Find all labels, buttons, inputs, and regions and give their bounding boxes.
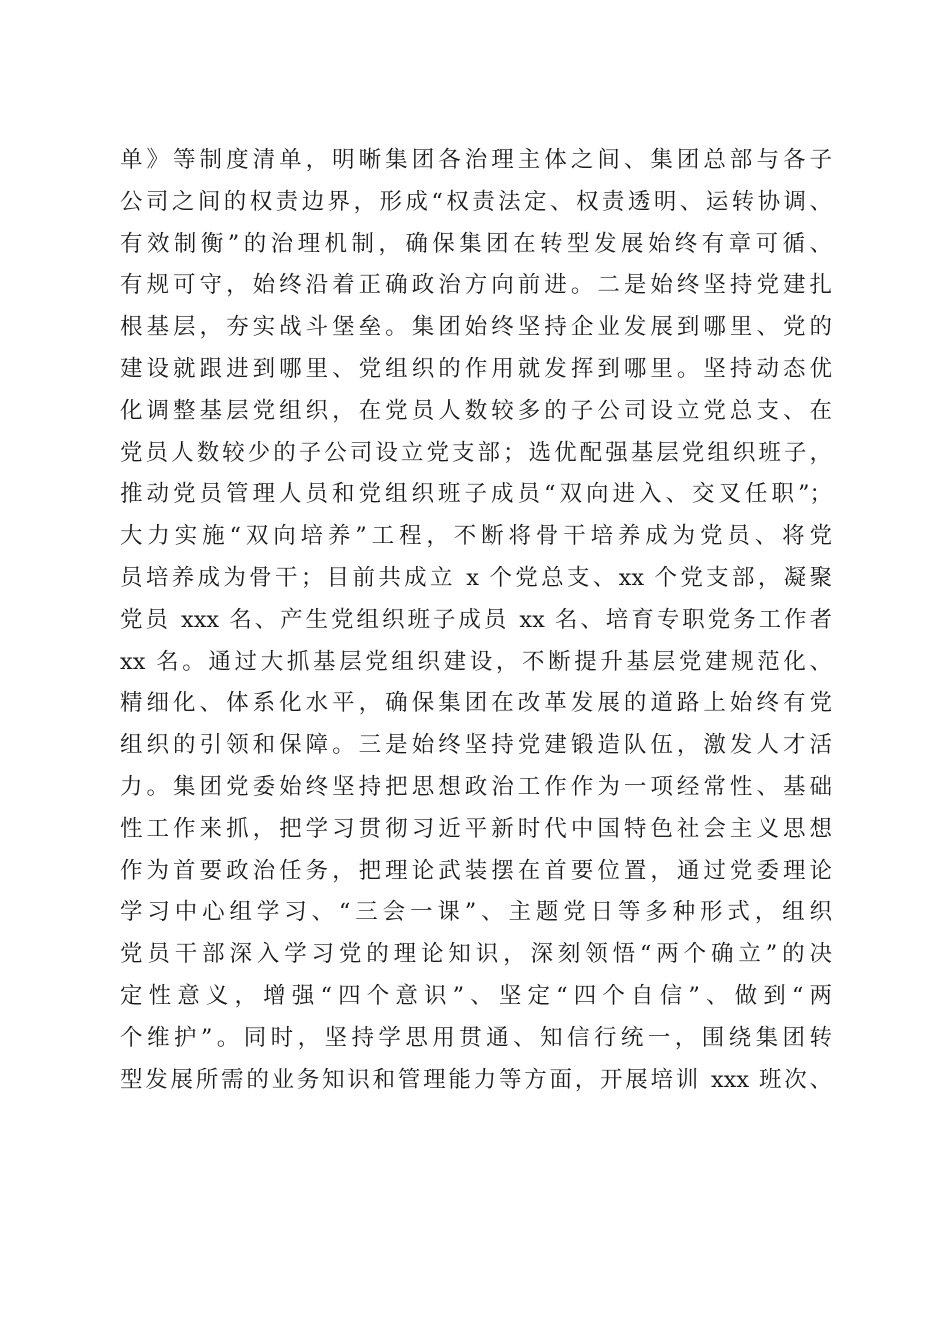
text-line: 力。集团党委始终坚持把思想政治工作作为一项经常性、基础 — [120, 773, 832, 800]
text-line: 党员 xxx 名、产生党组织班子成员 xx 名、培育专职党务工作者 — [120, 606, 832, 633]
text-line: 作为首要政治任务，把理论武装摆在首要位置，通过党委理论 — [120, 857, 832, 884]
text-line: 大力实施“双向培养”工程，不断将骨干培养成为党员、将党 — [120, 523, 832, 550]
text-line: 性工作来抓，把学习贯彻习近平新时代中国特色社会主义思想 — [120, 815, 832, 842]
text-line: 化调整基层党组织，在党员人数较多的子公司设立党总支、在 — [120, 397, 832, 424]
text-line: 组织的引领和保障。三是始终坚持党建锻造队伍，激发人才活 — [120, 732, 832, 759]
text-line: 党员人数较少的子公司设立党支部；选优配强基层党组织班子， — [120, 439, 832, 466]
text-line: 定性意义，增强“四个意识”、坚定“四个自信”、做到“两 — [120, 982, 832, 1009]
text-line: 根基层，夯实战斗堡垒。集团始终坚持企业发展到哪里、党的 — [120, 314, 832, 341]
text-line: 公司之间的权责边界，形成“权责法定、权责透明、运转协调、 — [120, 188, 832, 215]
body-paragraph — [120, 140, 832, 1101]
text-line: xx 名。通过大抓基层党组织建设，不断提升基层党建规范化、 — [120, 648, 832, 675]
text-line: 有规可守，始终沿着正确政治方向前进。二是始终坚持党建扎 — [120, 272, 832, 299]
text-line: 学习中心组学习、“三会一课”、主题党日等多种形式，组织 — [120, 899, 832, 926]
text-line: 单》等制度清单，明晰集团各治理主体之间、集团总部与各子 — [120, 147, 832, 173]
text-line: 有效制衡”的治理机制，确保集团在转型发展始终有章可循、 — [120, 230, 832, 257]
text-line: 型发展所需的业务知识和管理能力等方面，开展培训 xxx 班次、 — [120, 1066, 832, 1093]
text-line: 推动党员管理人员和党组织班子成员“双向进入、交叉任职”； — [120, 481, 832, 508]
text-line: 党员干部深入学习党的理论知识，深刻领悟“两个确立”的决 — [120, 941, 832, 968]
text-line: 员培养成为骨干；目前共成立 x 个党总支、xx 个党支部，凝聚 — [120, 564, 832, 591]
text-line: 建设就跟进到哪里、党组织的作用就发挥到哪里。坚持动态优 — [120, 355, 832, 382]
text-line: 精细化、体系化水平，确保集团在改革发展的道路上始终有党 — [120, 690, 832, 717]
text-line: 个维护”。同时，坚持学思用贯通、知信行统一，围绕集团转 — [120, 1024, 832, 1051]
